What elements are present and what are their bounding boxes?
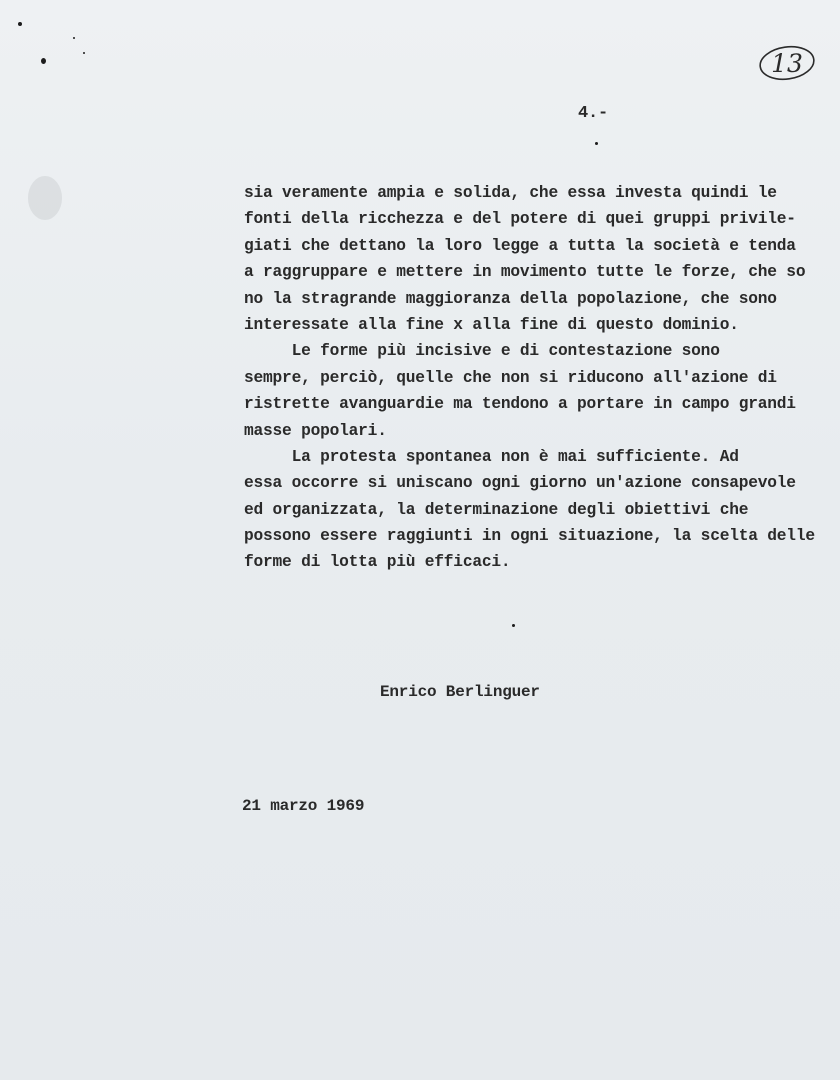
folio-number: 13 <box>771 49 803 78</box>
text-line: ed organizzata, la determinazione degli obiettivi che <box>244 500 749 519</box>
text-line: no la stragrande maggioranza della popolazione, che sono <box>244 289 777 308</box>
text-line: giati che dettano la loro legge a tutta la società e tenda <box>244 236 796 255</box>
paragraph-3 <box>244 444 824 576</box>
letter-body <box>244 180 824 576</box>
paper-speck <box>18 22 22 26</box>
signature: Enrico Berlinguer <box>380 683 540 701</box>
paper-speck <box>512 624 515 627</box>
paper-speck <box>73 37 75 39</box>
paper-stain <box>28 176 62 220</box>
page-number: 4.- <box>578 104 609 123</box>
document-date: 21 marzo 1969 <box>242 797 365 815</box>
paper-speck <box>83 52 85 54</box>
text-line: fonti della ricchezza e del potere di quei gruppi privile- <box>244 210 796 229</box>
text-line: sia veramente ampia e solida, che essa investa quindi le <box>244 184 777 202</box>
text-line: La protesta spontanea non è mai sufficiente. Ad <box>244 447 739 466</box>
text-line: ristrette avanguardie ma tendono a portare in campo grandi <box>244 395 796 414</box>
text-line: possono essere raggiunti in ogni situazione, la scelta delle <box>244 527 815 546</box>
text-line: forme di lotta più efficaci. <box>244 553 511 572</box>
text-line: masse popolari. <box>244 421 387 440</box>
paper-speck <box>595 142 598 145</box>
text-line: a raggruppare e mettere in movimento tutte le forze, che so <box>244 263 806 282</box>
text-line: sempre, perciò, quelle che non si riducono all'azione di <box>244 368 777 387</box>
folio-number-stamp <box>758 44 816 82</box>
paper-speck <box>41 58 46 64</box>
paragraph-2 <box>244 338 824 444</box>
text-line: essa occorre si uniscano ogni giorno un'azione consapevole <box>244 474 796 493</box>
paragraph-1 <box>244 180 824 338</box>
text-line: Le forme più incisive e di contestazione sono <box>244 342 720 361</box>
text-line: interessate alla fine x alla fine di questo dominio. <box>244 315 739 334</box>
